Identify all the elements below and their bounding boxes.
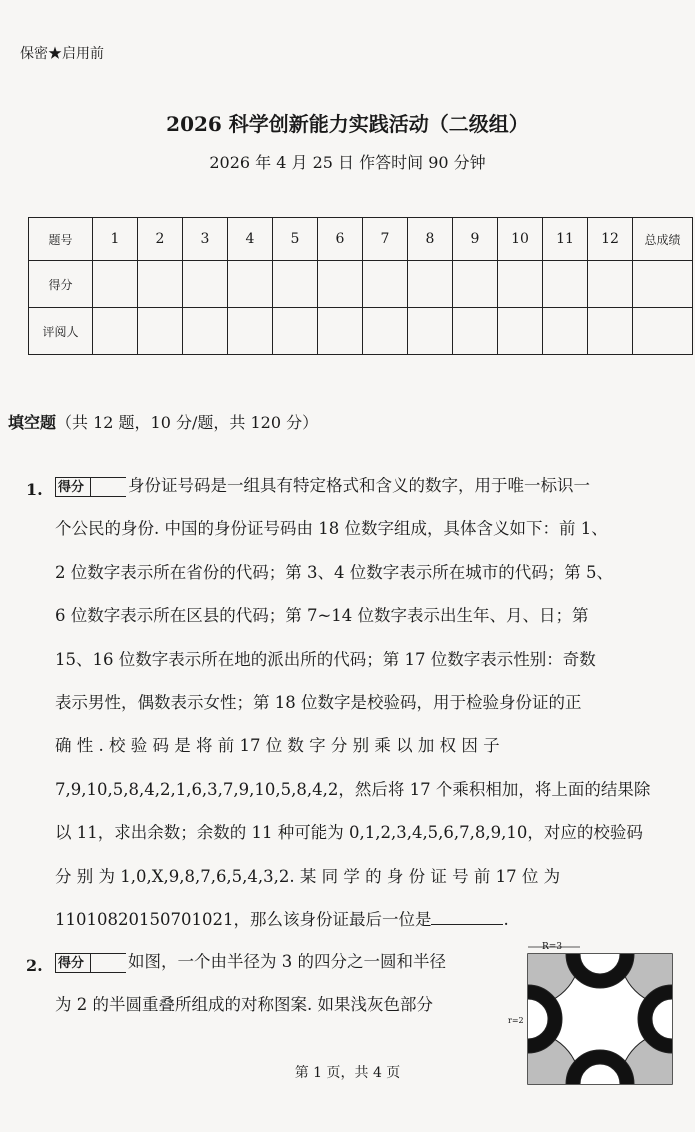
question-1-text: 11010820150701021，那么该身份证最后一位是 [55, 910, 432, 929]
grader-cell[interactable] [633, 308, 693, 355]
score-box[interactable] [55, 477, 126, 497]
section-heading [8, 410, 318, 433]
section-desc: （共 12 题，10 分/题，共 120 分） [56, 413, 319, 432]
question-1-line [55, 819, 643, 843]
score-cell[interactable] [318, 261, 363, 308]
question-1-text: 个公民的身份. 中国的身份证号码由 18 位数字组成，具体含义如下：前 1、 [55, 519, 608, 539]
question-1-line [55, 689, 582, 713]
question-1-line [55, 646, 596, 670]
question-1-line [55, 559, 613, 583]
score-column-header: 7 [363, 218, 408, 261]
question-1-text: 确 性 . 校 验 码 是 将 前 17 位 数 字 分 别 乘 以 加 权 因 子 [55, 736, 500, 756]
score-column-header: 9 [453, 218, 498, 261]
grader-cell[interactable] [543, 308, 588, 355]
question-2-text: 如图，一个由半径为 3 的四分之一圆和半径 [128, 952, 446, 971]
score-box[interactable] [55, 953, 126, 973]
page-footer: 第 1 页，共 4 页 [294, 1065, 401, 1081]
score-column-header: 2 [138, 218, 183, 261]
score-column-header: 11 [543, 218, 588, 261]
score-cell[interactable] [228, 261, 273, 308]
score-column-header: 5 [273, 218, 318, 261]
grader-cell[interactable] [93, 308, 138, 355]
page-title: 2026 科学创新能力实践活动（二级组） [166, 112, 529, 136]
score-column-header: 10 [498, 218, 543, 261]
question-1-text: 分 别 为 1,0,X,9,8,7,6,5,4,3,2. 某 同 学 的 身 份 证 号 前 17 位 为 [55, 866, 561, 886]
score-box-label: 得分 [58, 479, 85, 495]
score-cell[interactable] [498, 261, 543, 308]
question-1-line [55, 906, 509, 930]
score-row-label: 得分 [29, 261, 93, 308]
grader-cell[interactable] [498, 308, 543, 355]
score-cell[interactable] [138, 261, 183, 308]
question-1-text: 身份证号码是一组具有特定格式和含义的数字，用于唯一标识一 [128, 476, 590, 495]
question-1-text: 2 位数字表示所在省份的代码；第 3、4 位数字表示所在城市的代码；第 5、 [55, 562, 613, 582]
score-column-header: 3 [183, 218, 228, 261]
grader-cell[interactable] [228, 308, 273, 355]
section-title: 填空题 [8, 413, 57, 432]
question-1-text: 表示男性，偶数表示女性；第 18 位数字是校验码，用于检验身份证的正 [55, 693, 582, 712]
grader-cell[interactable] [183, 308, 228, 355]
grader-cell[interactable] [363, 308, 408, 355]
question-1-line [55, 602, 589, 626]
score-cell[interactable] [408, 261, 453, 308]
grader-cell[interactable] [273, 308, 318, 355]
score-column-header: 8 [408, 218, 453, 261]
grader-cell[interactable] [138, 308, 183, 355]
question-1-number: 1. [26, 480, 43, 499]
page-subtitle: 2026 年 4 月 25 日 作答时间 90 分钟 [209, 153, 486, 172]
score-cell[interactable] [183, 261, 228, 308]
question-1-line [55, 863, 560, 887]
figure-label-R: R=3 [542, 942, 563, 952]
score-cell[interactable] [93, 261, 138, 308]
score-column-header: 12 [588, 218, 633, 261]
grader-cell[interactable] [408, 308, 453, 355]
grader-cell[interactable] [318, 308, 363, 355]
grader-cell[interactable] [588, 308, 633, 355]
answer-blank[interactable] [431, 910, 503, 925]
question-2-text: 为 2 的半圆重叠所组成的对称图案. 如果浅灰色部分 [55, 995, 433, 1014]
question-1-line [55, 776, 650, 800]
score-row-label: 题号 [29, 218, 93, 261]
confidential-mark: 保密★启用前 [20, 46, 104, 62]
question-1-text: 15、16 位数字表示所在地的派出所的代码；第 17 位数字表示性别：奇数 [55, 649, 596, 669]
grader-cell[interactable] [453, 308, 498, 355]
score-column-header: 4 [228, 218, 273, 261]
score-box-label: 得分 [58, 955, 85, 971]
question-1-text: 7,9,10,5,8,4,2,1,6,3,7,9,10,5,8,4,2，然后将 17 个乘积相加，将上面的结果除 [55, 779, 651, 799]
question-1-text: 以 11，求出余数；余数的 11 种可能为 0,1,2,3,4,5,6,7,8,9,10，对应的校验码 [55, 823, 643, 843]
score-table [28, 217, 693, 355]
score-cell[interactable] [363, 261, 408, 308]
figure-label-r: r=2 [508, 1016, 524, 1025]
score-cell[interactable] [543, 261, 588, 308]
question-2-line [55, 991, 433, 1015]
score-row-label: 评阅人 [29, 308, 93, 355]
question-1-line [55, 472, 590, 497]
question-2-number: 2. [26, 956, 43, 975]
score-column-header: 1 [93, 218, 138, 261]
score-cell[interactable] [588, 261, 633, 308]
question-1-end: . [503, 910, 509, 929]
question-1-line [55, 732, 500, 756]
score-cell[interactable] [633, 261, 693, 308]
question-2-line [55, 948, 446, 973]
score-cell[interactable] [453, 261, 498, 308]
score-cell[interactable] [273, 261, 318, 308]
score-column-header: 6 [318, 218, 363, 261]
score-column-header: 总成绩 [633, 218, 693, 261]
question-1-line [55, 515, 608, 539]
question-1-text: 6 位数字表示所在区县的代码；第 7~14 位数字表示出生年、月、日；第 [55, 606, 589, 626]
